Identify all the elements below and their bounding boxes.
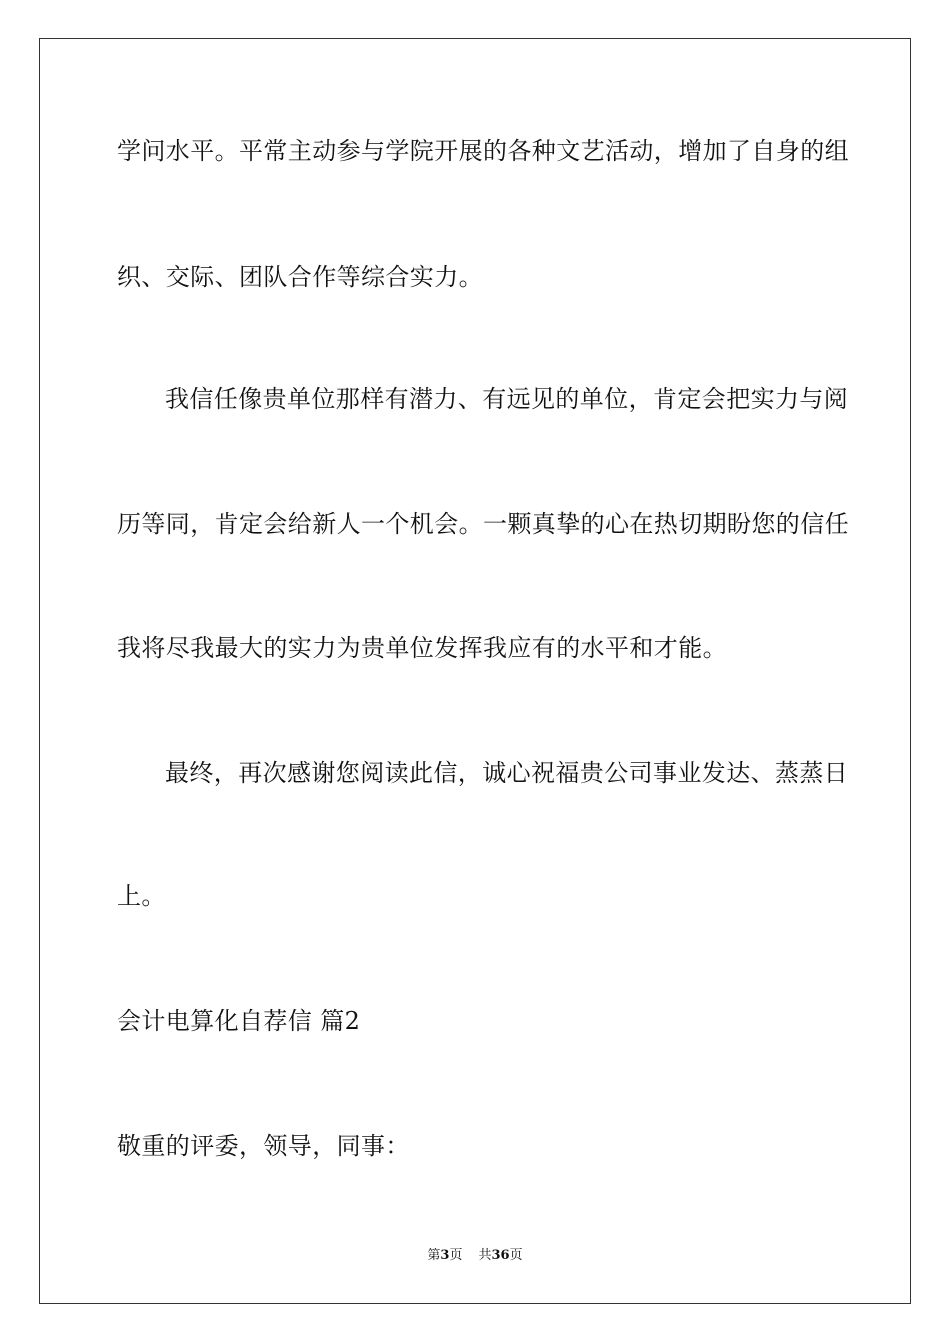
footer-page-number: 3 <box>440 1248 450 1263</box>
footer-page-prefix: 第 <box>427 1248 441 1263</box>
page-footer <box>0 1247 950 1265</box>
body-line: 我将尽我最大的实力为贵单位发挥我应有的水平和才能。 <box>117 634 727 662</box>
body-line: 织、交际、团队合作等综合实力。 <box>117 263 483 291</box>
section-heading: 会计电算化自荐信 篇2 <box>117 1007 361 1035</box>
body-line: 学问水平。平常主动参与学院开展的各种文艺活动，增加了自身的组 <box>117 137 849 165</box>
body-line: 上。 <box>117 882 166 910</box>
body-line: 历等同，肯定会给新人一个机会。一颗真挚的心在热切期盼您的信任 <box>117 510 849 538</box>
footer-total-prefix: 共 <box>478 1248 492 1263</box>
body-line: 最终，再次感谢您阅读此信，诚心祝福贵公司事业发达、蒸蒸日 <box>165 759 849 787</box>
footer-page-suffix: 页 <box>449 1248 463 1263</box>
page-frame <box>39 38 911 1304</box>
body-line: 我信任像贵单位那样有潜力、有远见的单位，肯定会把实力与阅 <box>165 385 849 413</box>
footer-total-pages: 36 <box>491 1248 510 1263</box>
footer-total-suffix: 页 <box>509 1248 523 1263</box>
salutation: 敬重的评委，领导，同事： <box>117 1132 410 1160</box>
